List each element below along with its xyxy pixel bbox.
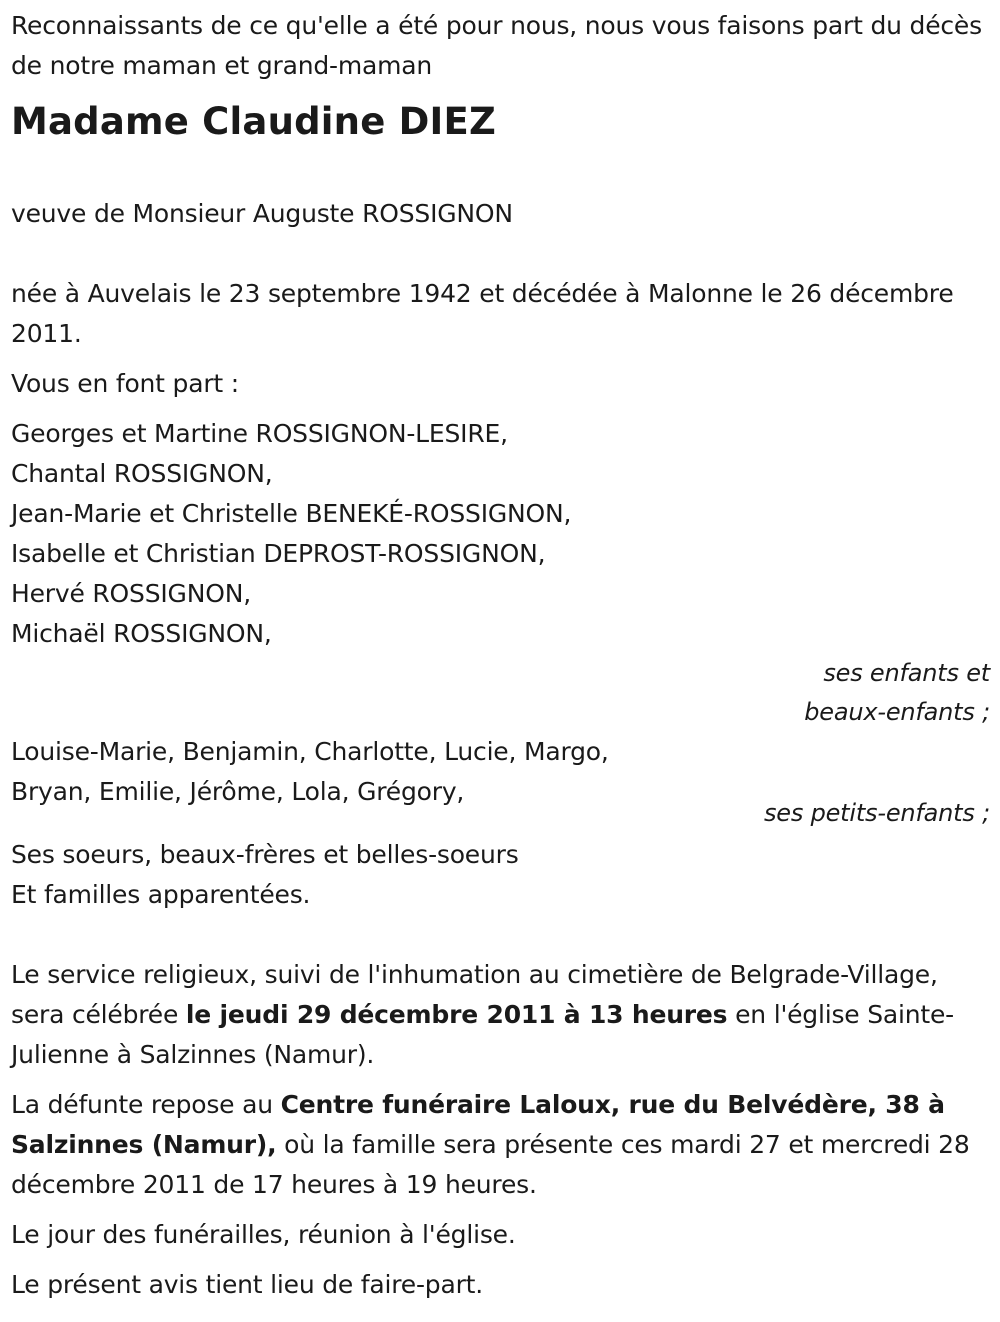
child-line: Michaël ROSSIGNON, [11, 619, 272, 648]
child-line: Georges et Martine ROSSIGNON-LESIRE, [11, 419, 508, 448]
children-role-line: ses enfants et [823, 659, 990, 687]
children-role-line: beaux-enfants ; [804, 698, 990, 726]
grandchild-line: Bryan, Emilie, Jérôme, Lola, Grégory, [11, 777, 465, 806]
siblings-list [11, 835, 991, 915]
intro-text: Reconnaissants de ce qu'elle a été pour nous, nous vous faisons part du décès de notre maman et grand-maman [11, 11, 982, 80]
children-list [11, 414, 991, 654]
repose-text-after: où la famille sera présente ces mardi 27 et mercredi 28 décembre 2011 de 17 heures à 19 heures. [11, 1130, 970, 1199]
child-line: Chantal ROSSIGNON, [11, 459, 273, 488]
siblings-line: Ses soeurs, beaux-frères et belles-soeurs [11, 840, 519, 869]
grandchild-line: Louise-Marie, Benjamin, Charlotte, Lucie, Margo, [11, 737, 609, 766]
closing-text: Le présent avis tient lieu de faire-part. [11, 1270, 484, 1299]
service-text-before: Le service religieux, suivi de l'inhumation au cimetière de Belgrade-Village, sera célébrée [11, 960, 938, 1029]
child-line: Isabelle et Christian DEPROST-ROSSIGNON, [11, 539, 546, 568]
repose-text-before: La défunte repose au [11, 1090, 281, 1119]
announcers-intro: Vous en font part : [11, 369, 239, 398]
child-line: Jean-Marie et Christelle BENEKÉ-ROSSIGNON, [11, 499, 572, 528]
deceased-name: Madame Claudine DIEZ [11, 100, 496, 143]
child-line: Hervé ROSSIGNON, [11, 579, 251, 608]
children-role [11, 654, 991, 732]
obituary-notice [11, 6, 991, 1305]
repose-location: Centre funéraire Laloux, rue du Belvédère, 38 à Salzinnes (Namur), [11, 1090, 945, 1159]
service-date: le jeudi 29 décembre 2011 à 13 heures [185, 1000, 728, 1029]
meeting-text: Le jour des funérailles, réunion à l'église. [11, 1220, 516, 1249]
service-text-after: en l'église Sainte-Julienne à Salzinnes (Namur). [11, 1000, 954, 1069]
siblings-line: Et familles apparentées. [11, 880, 311, 909]
spouse-text: veuve de Monsieur Auguste ROSSIGNON [11, 199, 513, 228]
service-text [11, 955, 991, 1075]
birth-death-text: née à Auvelais le 23 septembre 1942 et décédée à Malonne le 26 décembre 2011. [11, 279, 954, 348]
repose-text [11, 1085, 991, 1205]
grandchildren-role-line: ses petits-enfants ; [763, 799, 990, 827]
